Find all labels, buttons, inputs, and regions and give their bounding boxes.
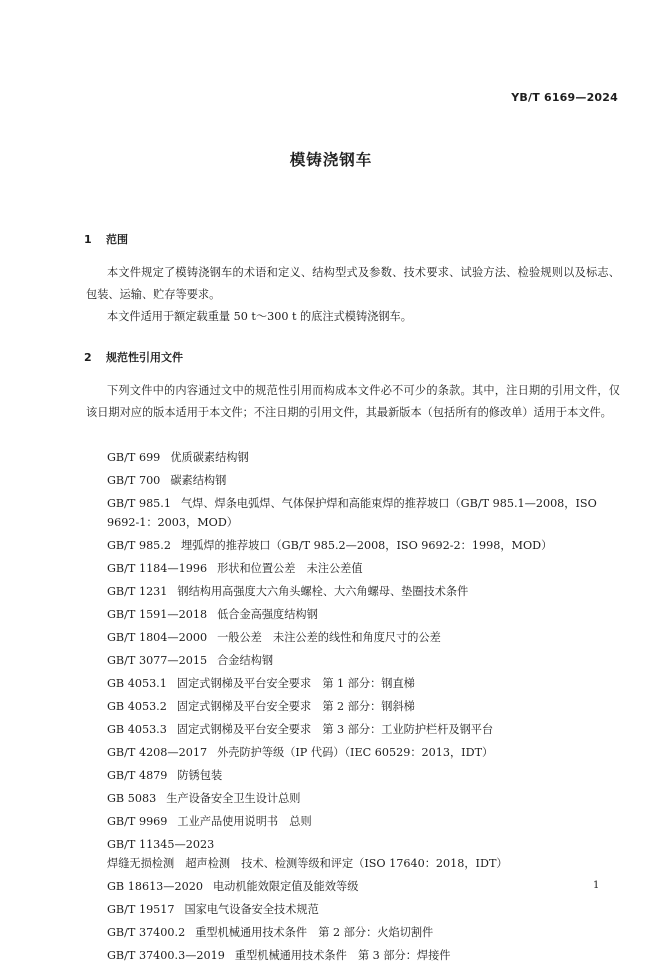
reference-title: 固定式钢梯及平台安全要求 第 3 部分：工业防护栏杆及钢平台 xyxy=(176,723,494,736)
reference-item xyxy=(86,674,620,693)
section-title: 规范性引用文件 xyxy=(106,351,183,364)
reference-code: GB/T 3077—2015 xyxy=(107,654,208,667)
reference-title: 钢结构用高强度大六角头螺栓、大六角螺母、垫圈技术条件 xyxy=(177,585,469,598)
reference-code: GB/T 1231 xyxy=(107,585,168,598)
normative-intro xyxy=(86,380,620,424)
standard-number: YB/T 6169—2024 xyxy=(511,91,618,104)
reference-item xyxy=(86,628,620,647)
reference-title: 防锈包装 xyxy=(177,769,223,782)
reference-title: 国家电气设备安全技术规范 xyxy=(184,903,319,916)
reference-title: 碳素结构钢 xyxy=(170,474,227,487)
reference-item xyxy=(86,743,620,762)
reference-item xyxy=(86,651,620,670)
reference-code: GB/T 985.1 xyxy=(107,497,171,510)
section-title: 范围 xyxy=(106,233,128,246)
reference-item xyxy=(86,766,620,785)
reference-list xyxy=(86,448,620,969)
reference-code: GB/T 700 xyxy=(107,474,161,487)
section-heading-scope xyxy=(84,231,128,247)
reference-title: 固定式钢梯及平台安全要求 第 1 部分：钢直梯 xyxy=(176,677,415,690)
reference-item xyxy=(86,923,620,942)
reference-item xyxy=(86,448,620,467)
reference-code: GB 4053.2 xyxy=(107,700,167,713)
reference-item xyxy=(86,835,620,873)
reference-title: 形状和位置公差 未注公差值 xyxy=(217,562,363,575)
reference-title: 电动机能效限定值及能效等级 xyxy=(212,880,359,893)
reference-code: GB/T 37400.3—2019 xyxy=(107,949,225,962)
scope-paragraph: 本文件适用于额定载重量 50 t～300 t 的底注式模铸浇钢车。 xyxy=(107,310,412,323)
reference-item xyxy=(86,900,620,919)
reference-title: 焊缝无损检测 超声检测 技术、检测等级和评定（ISO 17640：2018，IDT） xyxy=(107,857,508,870)
section-number: 1 xyxy=(84,233,92,246)
reference-title: 一般公差 未注公差的线性和角度尺寸的公差 xyxy=(217,631,441,644)
reference-title: 工业产品使用说明书 总则 xyxy=(177,815,312,828)
reference-code: GB 5083 xyxy=(107,792,157,805)
reference-title: 低合金高强度结构钢 xyxy=(217,608,318,621)
reference-title: 气焊、焊条电弧焊、气体保护焊和高能束焊的推荐坡口（GB/T 985.1—2008，ISO 9692-1：2003，MOD） xyxy=(107,497,597,529)
reference-item xyxy=(86,536,620,555)
reference-code: GB/T 11345—2023 xyxy=(107,838,215,851)
reference-item xyxy=(86,582,620,601)
reference-item xyxy=(86,559,620,578)
reference-item xyxy=(86,946,620,965)
scope-body xyxy=(86,262,620,328)
document-title: 模铸浇钢车 xyxy=(289,151,373,169)
section-number: 2 xyxy=(84,351,92,364)
reference-title: 重型机械通用技术条件 第 2 部分：火焰切割件 xyxy=(195,926,434,939)
scope-paragraph: 本文件规定了模铸浇钢车的术语和定义、结构型式及参数、技术要求、试验方法、检验规则以及标志、包装、运输、贮存等要求。 xyxy=(86,266,620,301)
reference-code: GB/T 4208—2017 xyxy=(107,746,208,759)
reference-code: GB/T 1184—1996 xyxy=(107,562,208,575)
reference-item xyxy=(86,605,620,624)
reference-code: GB/T 9969 xyxy=(107,815,168,828)
reference-title: 固定式钢梯及平台安全要求 第 2 部分：钢斜梯 xyxy=(176,700,415,713)
reference-code: GB/T 1804—2000 xyxy=(107,631,208,644)
reference-item xyxy=(86,812,620,831)
reference-title: 埋弧焊的推荐坡口（GB/T 985.2—2008，ISO 9692-2：1998，MOD） xyxy=(180,539,553,552)
reference-item xyxy=(86,720,620,739)
reference-code: GB/T 37400.2 xyxy=(107,926,186,939)
page-number: 1 xyxy=(593,880,600,891)
reference-code: GB/T 985.2 xyxy=(107,539,171,552)
reference-code: GB/T 4879 xyxy=(107,769,168,782)
reference-title: 合金结构钢 xyxy=(217,654,274,667)
reference-code: GB/T 19517 xyxy=(107,903,175,916)
reference-code: GB 18613—2020 xyxy=(107,880,203,893)
reference-code: GB/T 699 xyxy=(107,451,161,464)
reference-item xyxy=(86,877,620,896)
section-heading-normative-references xyxy=(84,349,183,365)
reference-code: GB 4053.3 xyxy=(107,723,167,736)
reference-item xyxy=(86,697,620,716)
reference-title: 重型机械通用技术条件 第 3 部分：焊接件 xyxy=(234,949,451,962)
reference-title: 生产设备安全卫生设计总则 xyxy=(166,792,301,805)
reference-code: GB/T 1591—2018 xyxy=(107,608,208,621)
reference-item xyxy=(86,471,620,490)
reference-code: GB 4053.1 xyxy=(107,677,167,690)
intro-paragraph: 下列文件中的内容通过文中的规范性引用而构成本文件必不可少的条款。其中，注日期的引用文件，仅该日期对应的版本适用于本文件；不注日期的引用文件，其最新版本（包括所有的修改单）适用于本文件。 xyxy=(86,384,620,419)
reference-title: 优质碳素结构钢 xyxy=(170,451,249,464)
reference-item xyxy=(86,789,620,808)
reference-title: 外壳防护等级（IP 代码）（IEC 60529：2013，IDT） xyxy=(217,746,494,759)
reference-item xyxy=(86,494,620,532)
